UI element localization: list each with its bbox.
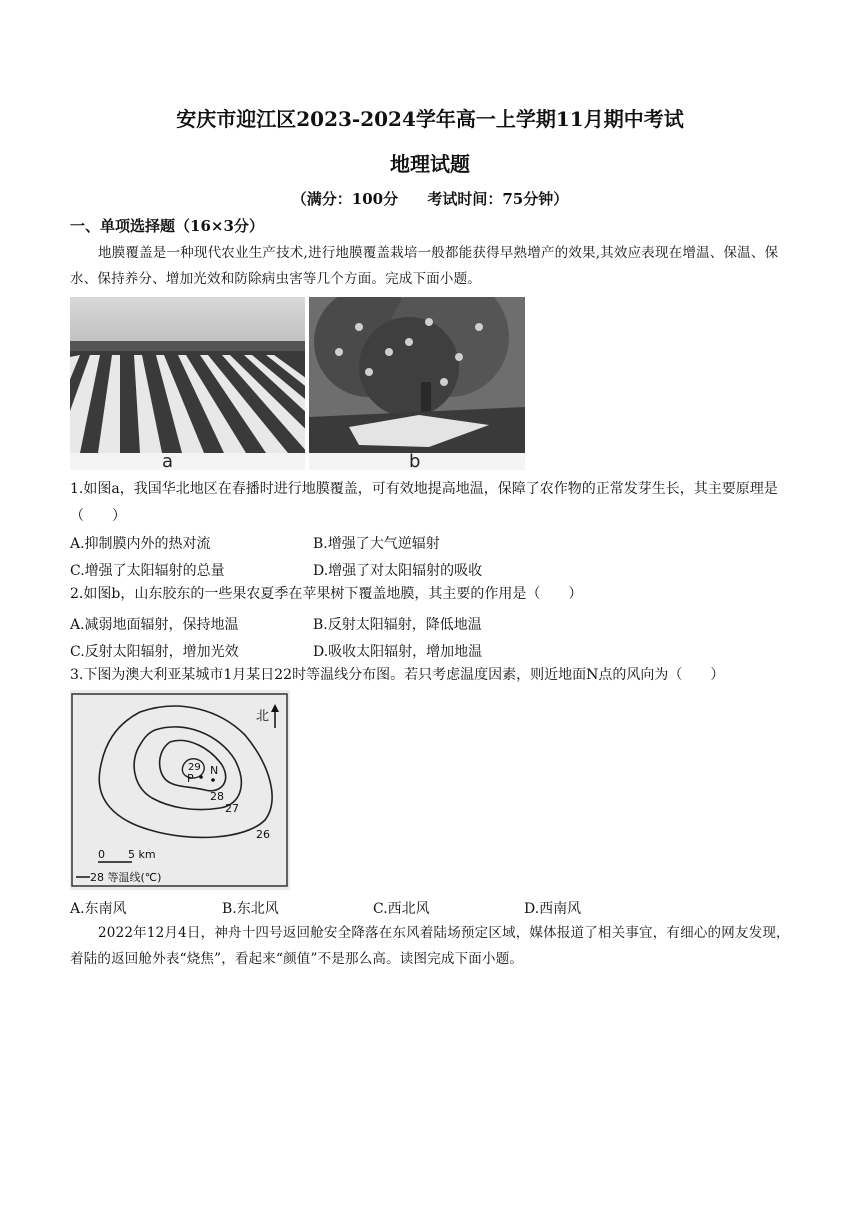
section-heading: 一、单项选择题（16×3分） bbox=[70, 217, 264, 235]
question-3-option-a[interactable]: A.东南风 bbox=[70, 901, 127, 917]
full-score: （满分：100分 bbox=[291, 190, 399, 208]
question-1-option-a[interactable]: A.抑制膜内外的热对流 bbox=[70, 536, 211, 552]
iso-28-label: 28 bbox=[210, 790, 224, 803]
figure-b-label: b bbox=[409, 451, 421, 470]
legend-label: 28 等温线(℃) bbox=[90, 871, 162, 884]
point-n-marker bbox=[211, 778, 215, 782]
north-label: 北 bbox=[256, 709, 270, 724]
exam-title: 安庆市迎江区2023-2024学年高一上学期11月期中考试 bbox=[176, 107, 684, 131]
point-p-label: P bbox=[187, 772, 194, 785]
isotherm-map bbox=[70, 690, 290, 890]
question-2-option-c[interactable]: C.反射太阳辐射，增加光效 bbox=[70, 644, 239, 660]
question-3-option-d[interactable]: D.西南风 bbox=[524, 901, 582, 917]
iso-27-label: 27 bbox=[225, 802, 239, 815]
point-p-marker bbox=[199, 775, 203, 779]
scale-zero: 0 bbox=[98, 848, 105, 861]
question-3-option-c[interactable]: C.西北风 bbox=[373, 901, 430, 917]
question-2-option-d[interactable]: D.吸收太阳辐射，增加地温 bbox=[313, 644, 483, 660]
intro-paragraph-1: 地膜覆盖是一种现代农业生产技术,进行地膜覆盖栽培一般都能获得早熟增产的效果,其效应表现在增温、保温、保水、保持养分、增加光效和防除病虫害等几个方面。完成下面小题。 bbox=[70, 245, 779, 287]
point-n-label: N bbox=[210, 764, 219, 777]
subject-title: 地理试题 bbox=[390, 152, 470, 176]
question-1-option-d[interactable]: D.增强了对太阳辐射的吸收 bbox=[313, 563, 483, 579]
question-3-option-b[interactable]: B.东北风 bbox=[222, 901, 279, 917]
exam-meta bbox=[0, 188, 860, 209]
question-1-option-c[interactable]: C.增强了太阳辐射的总量 bbox=[70, 563, 225, 579]
iso-26-label: 26 bbox=[256, 828, 270, 841]
figure-b-photo bbox=[309, 297, 525, 470]
figure-a-label: a bbox=[162, 451, 174, 470]
exam-time: 考试时间：75分钟） bbox=[427, 190, 569, 208]
iso-29-label: 29 bbox=[188, 762, 201, 773]
question-2-stem: 2.如图b，山东胶东的一些果农夏季在苹果树下覆盖地膜，其主要的作用是（ ） bbox=[70, 586, 583, 602]
question-3-stem: 3.下图为澳大利亚某城市1月某日22时等温线分布图。若只考虑温度因素，则近地面N点的风向为（ ） bbox=[70, 667, 725, 683]
question-2-option-b[interactable]: B.反射太阳辐射，降低地温 bbox=[313, 617, 482, 633]
question-1-option-b[interactable]: B.增强了大气逆辐射 bbox=[313, 536, 440, 552]
question-1-stem: 1.如图a，我国华北地区在春播时进行地膜覆盖，可有效地提高地温，保障了农作物的正常发芽生长，其主要原理是（ ） bbox=[70, 481, 778, 524]
figure-a-photo bbox=[70, 297, 305, 470]
question-2-option-a[interactable]: A.减弱地面辐射，保持地温 bbox=[70, 617, 239, 633]
intro-paragraph-2: 2022年12月4日，神舟十四号返回舱安全降落在东风着陆场预定区域，媒体报道了相关事宜，有细心的网友发现，着陆的返回舱外表“烧焦”，看起来“颜值”不是那么高。读图完成下面小题。 bbox=[70, 925, 790, 967]
scale-five: 5 km bbox=[128, 848, 156, 861]
